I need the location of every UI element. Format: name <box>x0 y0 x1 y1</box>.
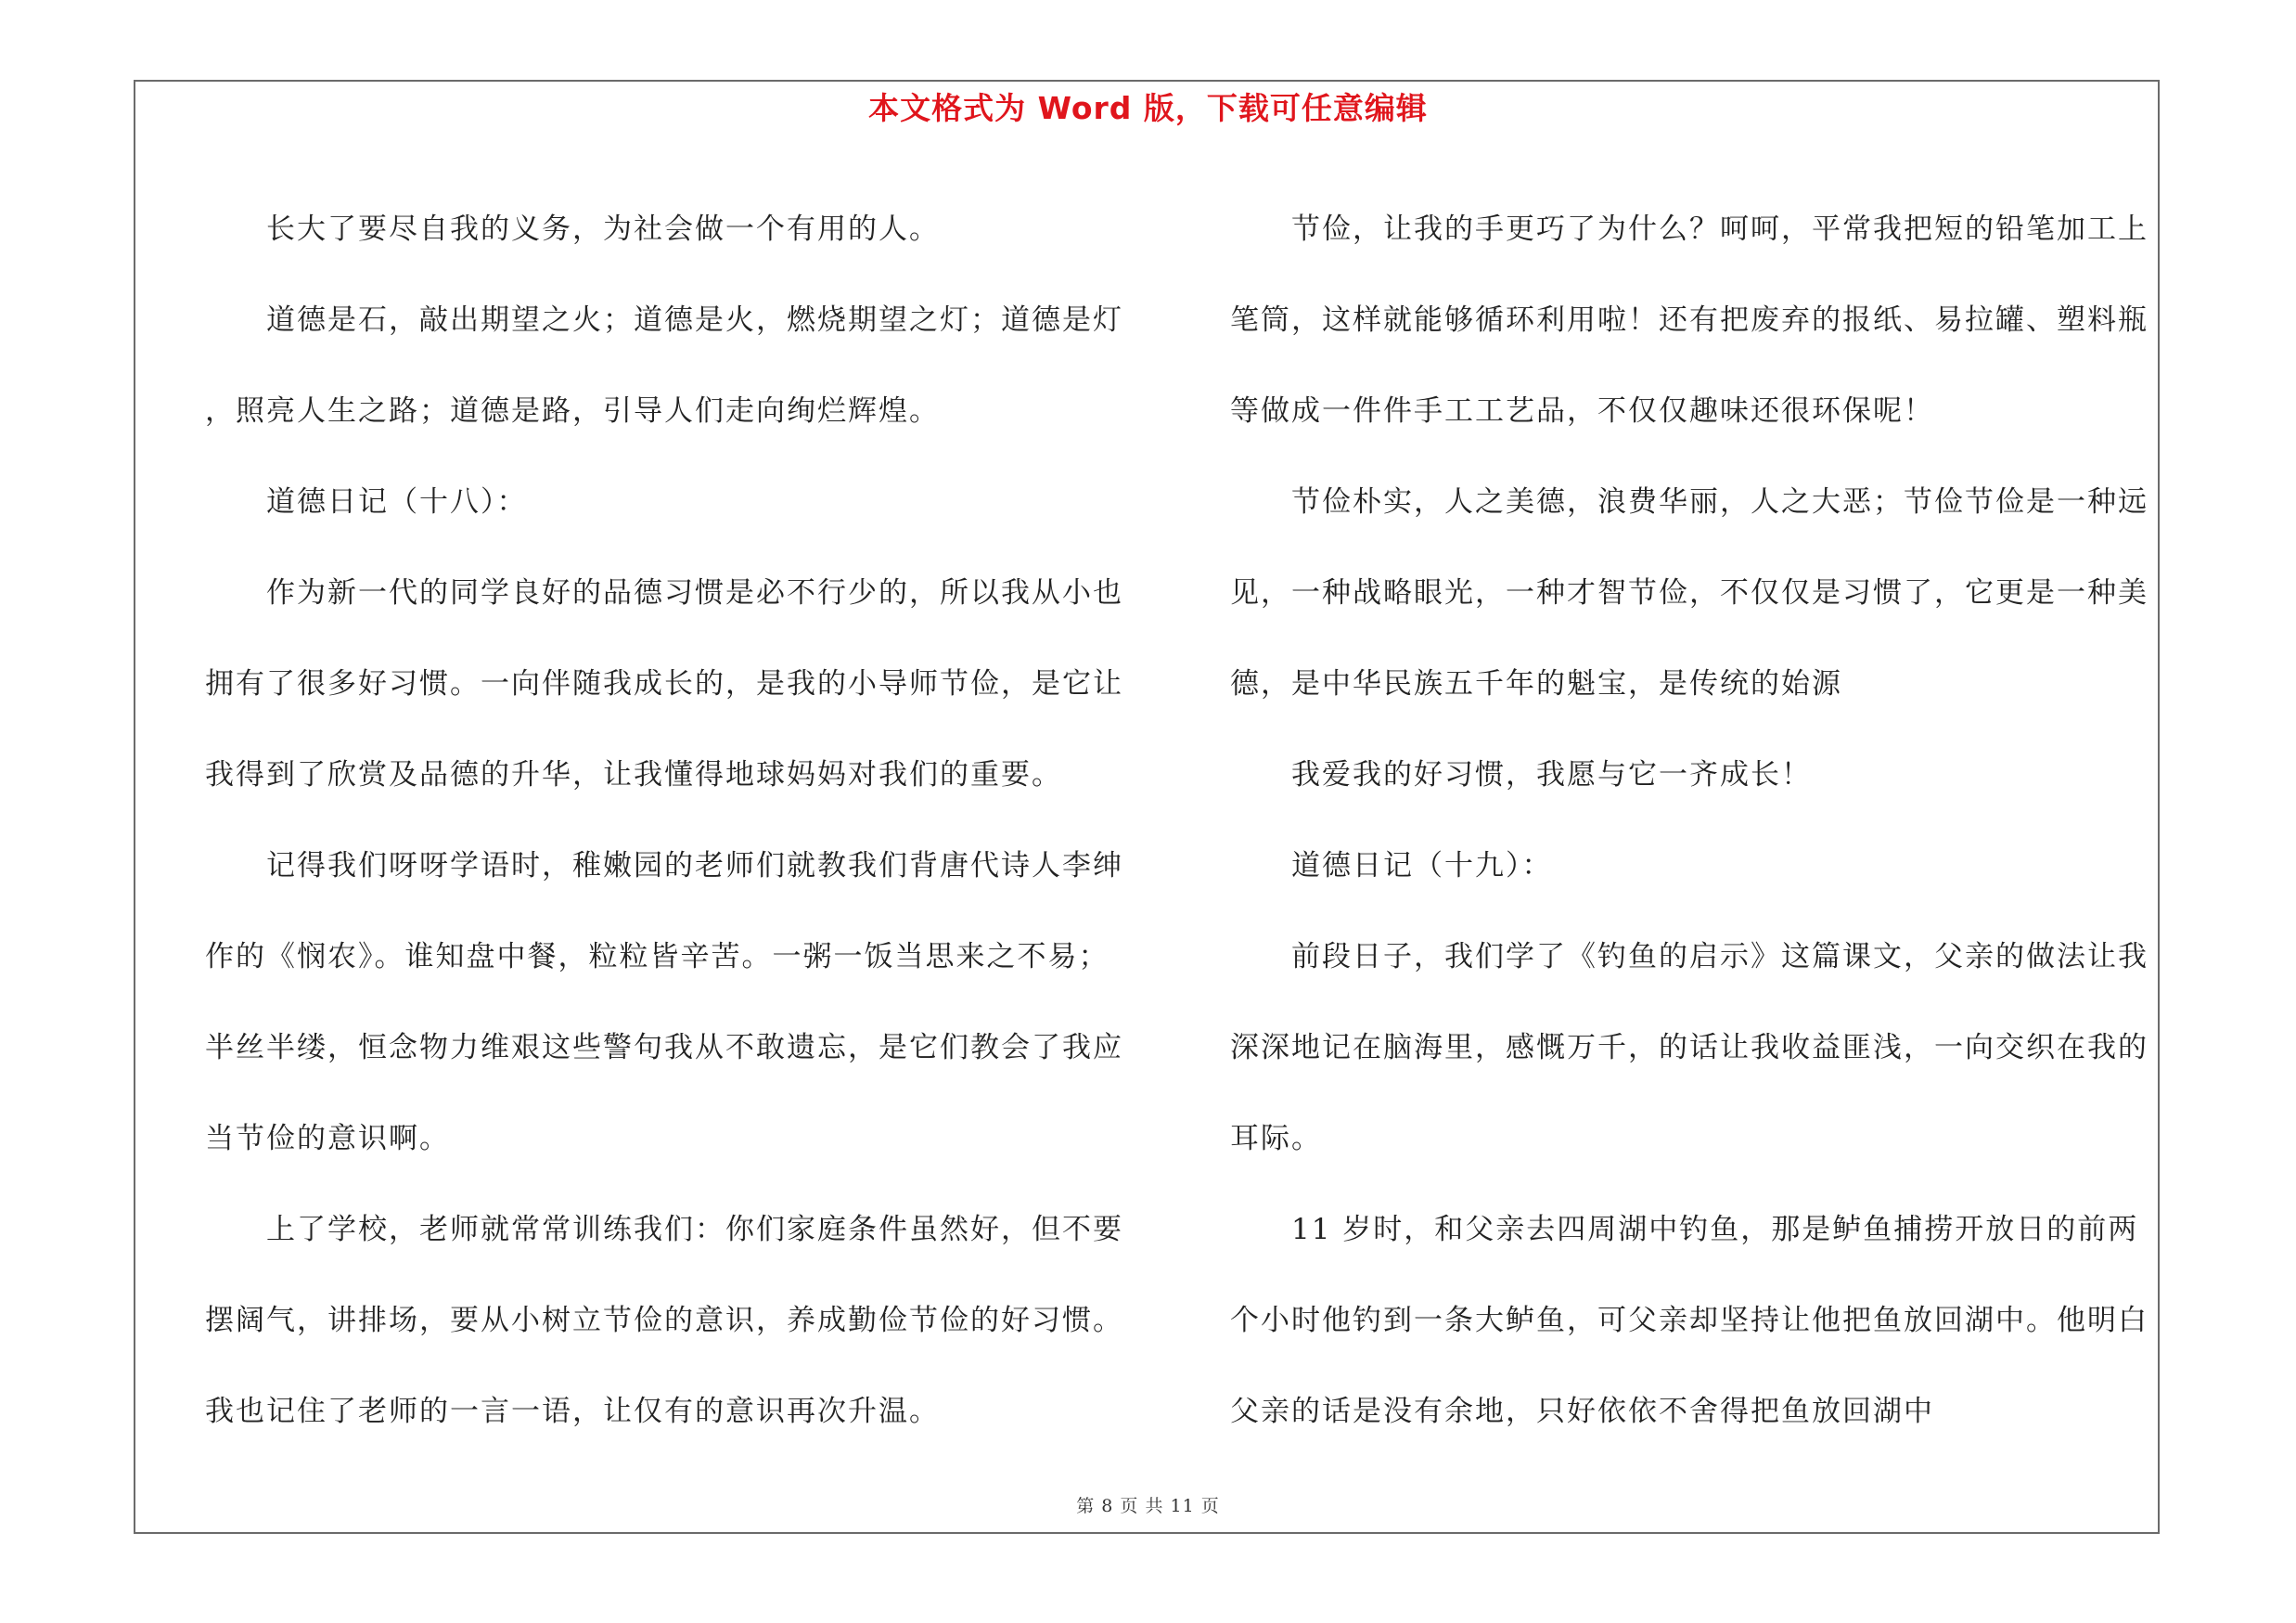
left-column <box>205 184 1142 1457</box>
right-line-9: 前段日子，我们学了《钓鱼的启示》这篇课文，父亲的做法让我 <box>1291 940 2148 973</box>
left-line-13: 摆阔气，讲排场，要从小树立节俭的意识，养成勤俭节俭的好习惯。 <box>205 1304 1123 1337</box>
right-line-7: 我爱我的好习惯，我愿与它一齐成长！ <box>1291 758 1812 792</box>
right-line-6: 德，是中华民族五千年的魁宝，是传统的始源 <box>1230 667 1842 701</box>
left-line-5: 作为新一代的同学良好的品德习惯是必不行少的，所以我从小也 <box>266 576 1123 610</box>
right-line-13: 个小时他钓到一条大鲈鱼，可父亲却坚持让他把鱼放回湖中。他明白 <box>1230 1304 2148 1337</box>
left-line-9: 作的《悯农》。谁知盘中餐，粒粒皆辛苦。一粥一饭当思来之不易； <box>205 940 1110 973</box>
right-line-14: 父亲的话是没有余地，只好依依不舍得把鱼放回湖中 <box>1230 1395 1934 1428</box>
page-number-footer: 第 8 页 共 11 页 <box>1076 1496 1220 1516</box>
left-line-8: 记得我们呀呀学语时，稚嫩园的老师们就教我们背唐代诗人李绅 <box>266 849 1123 882</box>
left-line-2: 道德是石，敲出期望之火；道德是火，燃烧期望之灯；道德是灯 <box>266 303 1123 337</box>
right-column <box>1230 184 2167 1457</box>
right-line-2: 笔筒，这样就能够循环利用啦！还有把废弃的报纸、易拉罐、塑料瓶 <box>1230 303 2148 337</box>
left-line-3: ，照亮人生之路；道德是路，引导人们走向绚烂辉煌。 <box>205 394 940 428</box>
right-line-3: 等做成一件件手工工艺品，不仅仅趣味还很环保呢！ <box>1230 394 1934 428</box>
left-line-1: 长大了要尽自我的义务，为社会做一个有用的人。 <box>266 213 940 246</box>
left-line-7: 我得到了欣赏及品德的升华，让我懂得地球妈妈对我们的重要。 <box>205 758 1062 792</box>
left-line-14: 我也记住了老师的一言一语，让仅有的意识再次升温。 <box>205 1395 940 1428</box>
right-line-11: 耳际。 <box>1230 1122 1322 1155</box>
left-line-11: 当节俭的意识啊。 <box>205 1122 450 1155</box>
left-line-10: 半丝半缕，恒念物力维艰这些警句我从不敢遗忘，是它们教会了我应 <box>205 1031 1123 1064</box>
right-heading-diary-19: 道德日记（十九）： <box>1291 849 1553 882</box>
edit-notice-banner: 本文格式为 Word 版，下载可任意编辑 <box>868 90 1428 126</box>
right-line-10: 深深地记在脑海里，感慨万千，的话让我收益匪浅，一向交织在我的 <box>1230 1031 2148 1064</box>
left-heading-diary-18: 道德日记（十八）： <box>266 485 528 519</box>
right-line-4: 节俭朴实，人之美德，浪费华丽，人之大恶；节俭节俭是一种远 <box>1291 485 2148 519</box>
right-line-5: 见，一种战略眼光，一种才智节俭，不仅仅是习惯了，它更是一种美 <box>1230 576 2148 610</box>
left-line-6: 拥有了很多好习惯。一向伴随我成长的，是我的小导师节俭，是它让 <box>205 667 1123 701</box>
left-line-12: 上了学校，老师就常常训练我们：你们家庭条件虽然好，但不要 <box>266 1213 1123 1246</box>
right-line-1: 节俭，让我的手更巧了为什么？呵呵，平常我把短的铅笔加工上 <box>1291 213 2148 246</box>
right-line-12: 11 岁时，和父亲去四周湖中钓鱼，那是鲈鱼捕捞开放日的前两 <box>1291 1213 2139 1246</box>
